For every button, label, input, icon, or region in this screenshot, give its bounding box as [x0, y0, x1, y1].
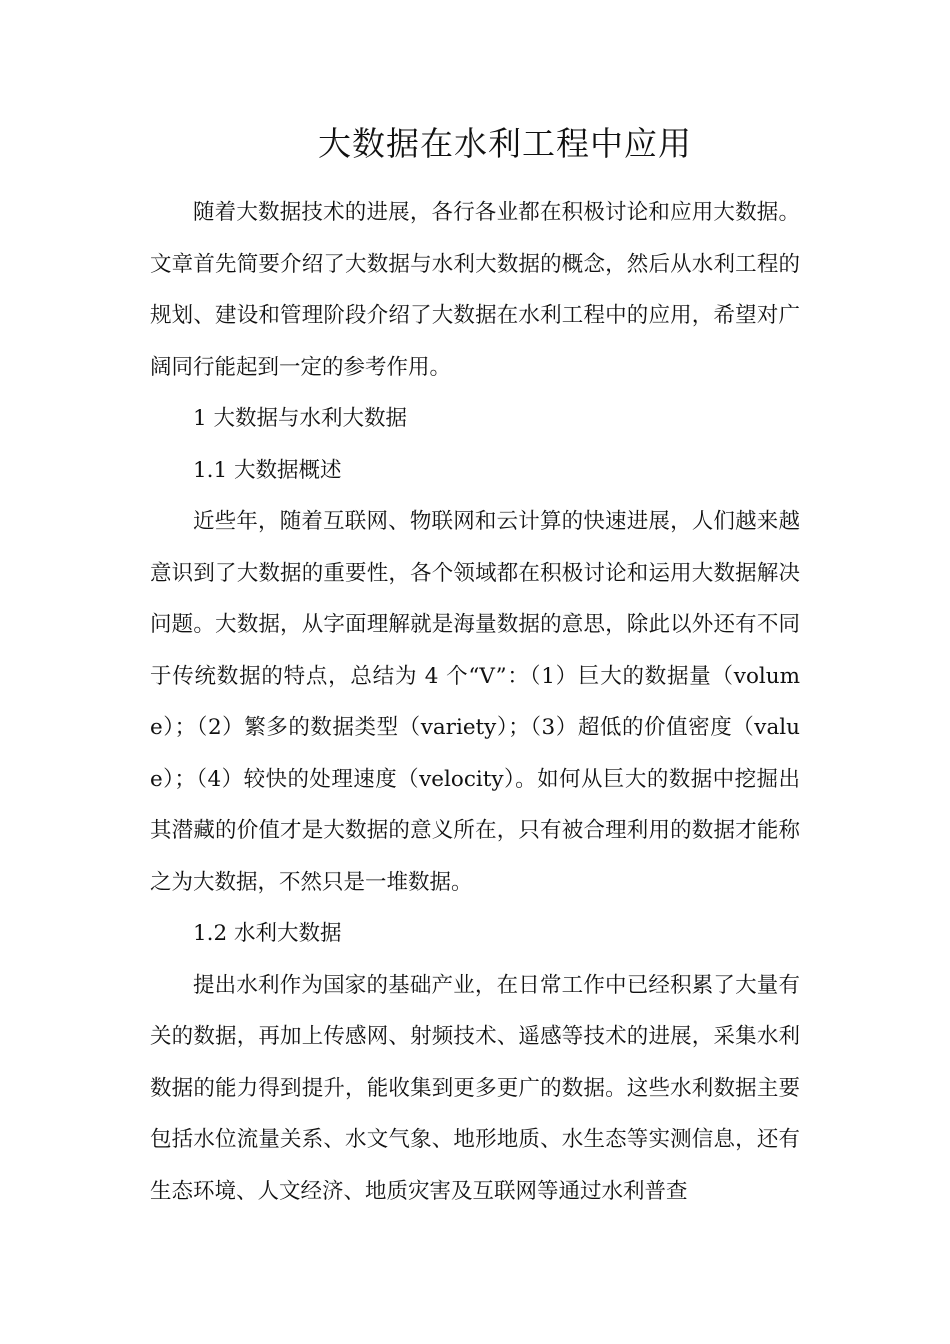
document-body: [150, 187, 800, 1217]
intro-paragraph: 随着大数据技术的进展，各行各业都在积极讨论和应用大数据。文章首先简要介绍了大数据与水利大数据的概念，然后从水利工程的规划、建设和管理阶段介绍了大数据在水利工程中的应用，希望对广阔同行能起到一定的参考作用。: [150, 200, 800, 380]
big-data-overview-paragraph: 近些年，随着互联网、物联网和云计算的快速进展，人们越来越意识到了大数据的重要性，各个领域都在积极讨论和运用大数据解决问题。大数据，从字面理解就是海量数据的意思，除此以外还有不同于传统数据的特点，总结为 4 个“V”：（1）巨大的数据量（volume）；（2）繁多的数据类型（variety）；（3）超低的价值密度（value）；（4）较快的处理速度（velocity）。如何从巨大的数据中挖掘出其潜藏的价值才是大数据的意义所在，只有被合理利用的数据才能称之为大数据，不然只是一堆数据。: [150, 509, 800, 895]
subsection-heading-1-1: 1.1 大数据概述: [193, 457, 342, 483]
section-heading-1: 1 大数据与水利大数据: [193, 406, 408, 431]
subsection-heading-1-2: 1.2 水利大数据: [193, 921, 342, 946]
document-title: 大数据在水利工程中应用: [318, 124, 692, 163]
water-big-data-paragraph: 提出水利作为国家的基础产业，在日常工作中已经积累了大量有关的数据，再加上传感网、射频技术、遥感等技术的进展，采集水利数据的能力得到提升，能收集到更多更广的数据。这些水利数据主要包括水位流量关系、水文气象、地形地质、水生态等实测信息，还有生态环境、人文经济、地质灾害及互联网等通过水利普查: [150, 972, 800, 1204]
